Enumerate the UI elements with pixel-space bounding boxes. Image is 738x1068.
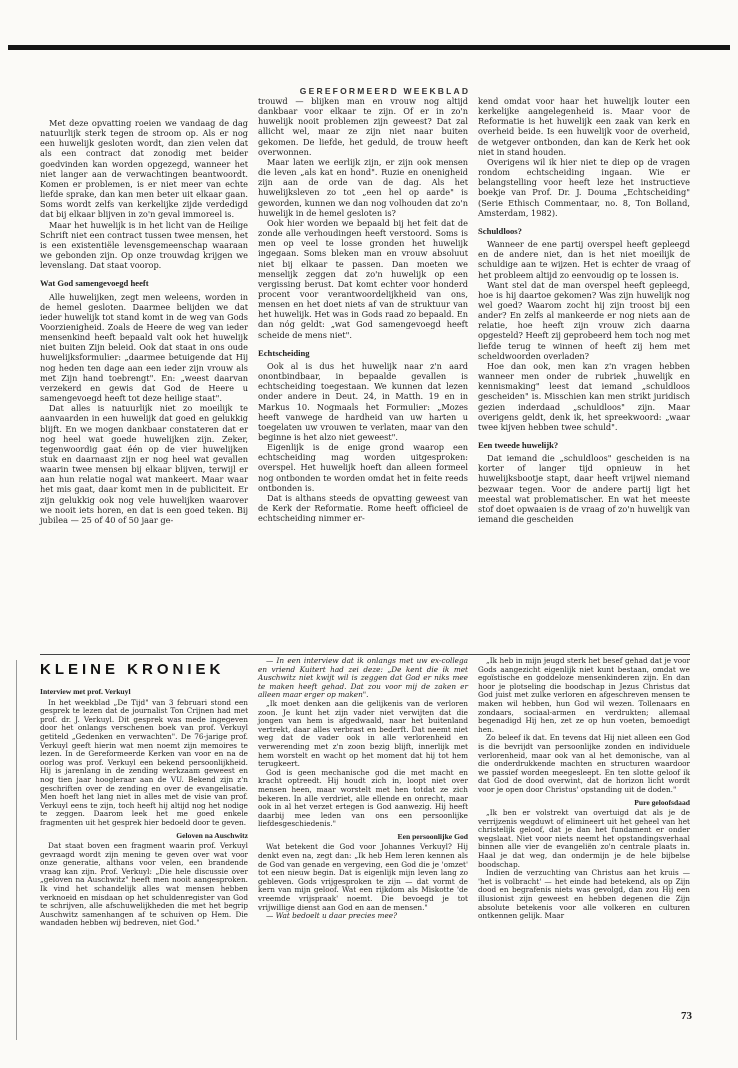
paragraph: „Ik ben er volstrekt van overtuigd dat als je de verrijzenis wegduwt of elimineert uit het geheel van het christelijk geloof, dat je dan het fundament er onder wegslaat. Niet voor niets neemt het opstandingsverhaal binnen alle vier de evangeliën zo'n centrale plaats in. Haal je dat weg, dan ondermijn je de hele bijbelse boodschap. <box>478 808 690 869</box>
paragraph: Met deze opvatting roeien we vandaag de dag natuurlijk sterk tegen de stroom op. Als er nog een huwelijk gesloten wordt, dan zien velen dat als een contract dat zonodig met beider goedvinden kan worden opgezegd, wanneer het niet langer aan de verwachtingen beantwoordt. Komen er problemen, is er niet meer van echte liefde sprake, dan kan men beter uit elkaar gaan. Soms wordt zelfs van kerkelijke zijde verdedigd dat bij elkaar blijven in zo'n geval immoreel is. <box>40 118 248 220</box>
paragraph: „Ik moet denken aan die gelijkenis van de verloren zoon. Je kunt het zijn vader niet verwijten dat die jongen van hem is afgedwaald, naar het buitenland vertrekt, daar alles verbrast en bederft. Dat neemt niet weg dat de vader ook in alle verlorenheid en verwerending met z'n zoon bezig blijft, innerlijk met hem worstelt en wacht op het moment dat hij tot hem terugkeert. <box>258 698 468 769</box>
section-heading: Wat God samengevoegd heeft <box>40 278 149 289</box>
paragraph: Hoe dan ook, men kan z'n vragen hebben wanneer men onder de rubriek „huwelijk en kennismaking" leest dat iemand „schuldloos gescheiden" is. Misschien kan men strikt juridisch gezien inderdaad „schuldloos" zijn. Maar overigens geldt, denk ik, het spreekwoord: „waar twee kijven hebben twee schuld". <box>478 360 690 432</box>
paragraph: Overigens wil ik hier niet te diep op de vragen rondom echtscheiding ingaan. Wie er belangstelling voor heeft leze het instructieve boekje van Prof. Dr. J. Douma „Echtscheiding" (Serie Ethisch Commentaar, no. 8, Ton Bolland, Amsterdam, 1982). <box>478 156 690 218</box>
kroniek-heading: Een persoonlijke God <box>397 831 468 841</box>
paragraph: trouwd — blijken man en vrouw nog altijd dankbaar voor elkaar te zijn. Of er in zo'n huwelijk nooit problemen zijn geweest? Dat zal allicht wel, maar ze zijn niet naar buiten gekomen. De liefde, het geduld, de trouw heeft overwonnen. <box>258 96 468 157</box>
kroniek-heading: Geloven na Auschwitz <box>176 830 248 840</box>
paragraph: Dat staat boven een fragment waarin prof. Verkuyl gevraagd wordt zijn mening te geven over wat voor onze generatie, althans voor velen, een brandende vraag kan zijn. Prof. Verkuyl: „Die hele discussie over „geloven na Auschwitz" heeft men nooit aangesproken. Ik vind het schandelijk alles wat mensen hebben verknoeid en misdaan op het schuldenregister van God te schrijven, alle afschuwelijkheden die met het begrip Auschwitz samenhangen af te schuiven op Hem. Die wandaden hebben wij bedreven, niet God." <box>40 841 248 928</box>
paragraph: kend omdat voor haar het huwelijk louter een kerkelijke aangelegenheid is. Maar voor de Reformatie is het huwelijk een zaak van kerk en overheid beide. Is een huwelijk voor de overheid, de wetgever ontbonden, dan kan de Kerk het ook niet in stand houden. <box>478 96 690 157</box>
section-heading: Schuldloos? <box>478 225 522 236</box>
page-number: 73 <box>681 1010 692 1022</box>
section-divider <box>40 654 690 655</box>
kroniek-column-1 <box>40 684 248 928</box>
paragraph: Wat betekent die God voor Johannes Verkuyl? Hij denkt even na, zegt dan: „Ik heb Hem leren kennen als de God van genade en vergeving, een God die je 'omzet' tot een nieuw begin. Dat is eigenlijk mijn leven lang zo gebleven. Gods vrijgesproken te zijn — dat vormt de kern van mijn geloof. Wat een rijkdom als Miskotte 'de vreemde vrijspraak' noemt. Die bevoegd je tot vrijwillige dienst aan God en aan de mensen." <box>258 842 468 912</box>
kroniek-heading: Interview met prof. Verkuyl <box>40 687 131 696</box>
paragraph: Eigenlijk is de enige grond waarop een echtscheiding mag worden uitgesproken: overspel. Het huwelijk hoeft dan alleen formeel nog ontbonden te worden omdat het in feite reeds ontbonden is. <box>258 442 468 493</box>
paragraph: Ook al is dus het huwelijk naar z'n aard onontbindbaar, in bepaalde gevallen is echtscheiding toegestaan. We kunnen dat lezen onder andere in Deut. 24, in Matth. 19 en in Markus 10. Nogmaals het Formulier: „Mozes heeft vanwege de hardheid van uw harten u toegelaten uw vrouwen te verlaten, maar van den beginne is het alzo niet geweest". <box>258 360 468 442</box>
paragraph: Ook hier worden we bepaald bij het feit dat de zonde alle verhoudingen heeft verstoord. Soms is men op veel te losse gronden het huwelijk ingegaan. Soms bleken man en vrouw absoluut niet bij elkaar te passen. Dan moeten we menselijk zeggen dat zo'n huwelijk op een vergissing berust. Dat komt echter voor honderd procent voor verantwoordelijkheid van ons, mensen en het doet niets af van de struktuur van het huwelijk. Het was in Gods raad zo bepaald. En dan nóg geldt: „wat God samengevoegd heeft scheide de mens niet". <box>258 217 468 340</box>
kroniek-heading: Pure geloofsdaad <box>634 797 690 807</box>
paragraph: God is geen mechanische god die met macht en kracht optreedt. Hij houdt zich in, loopt niet over mensen heen, maar worstelt met hen totdat ze zich bekeren. In alle verdriet, alle ellende en onrecht, maar ook in al het verzet ertegen is God aanwezig. Hij heeft daarbij mee leden van ons een persoonlijke liefdesgeschiedenis." <box>258 767 468 829</box>
kroniek-title: KLEINE KRONIEK <box>40 661 225 678</box>
margin-line <box>16 660 17 1040</box>
magazine-title: GEREFORMEERD WEEKBLAD <box>299 86 471 96</box>
paragraph: Dat iemand die „schuldloos" gescheiden is na korter of langer tijd opnieuw in het huwelijksbootje stapt, daar heeft vrijwel niemand bezwaar tegen. Voor de andere partij ligt het meestal wat problematischer. En wat het meeste stof doet opwaaien is de vraag of zo'n huwelijk van iemand die gescheiden <box>478 453 690 525</box>
paragraph: Indien de verzuchting van Christus aan het kruis — 'het is volbracht' — het einde had betekend, als op Zijn dood en begrafenis niets was gevolgd, dan zou Hij een illusionist zijn geweest en hebben degenen die Zijn absolute betekenis voor alle volkeren en culturen ontkennen gelijk. Maar <box>478 868 690 921</box>
paragraph: „Ik heb in mijn jeugd sterk het besef gehad dat je voor Gods aangezicht eigenlijk niet kunt bestaan, omdat we egoïstische en goddeloze mensenkinderen zijn. En dan hoor je plotseling die boodschap in Jezus Christus dat God juist met zulke verloren en afgeschreven mensen te maken wil hebben, hun God wil wezen. Tollenaars en zondaars, sociaal-armen en verdrukten; allemaal begenadigd Hij hen, zet ze op hun voeten, bemoedigt hen. <box>478 656 690 734</box>
paragraph: Dat is althans steeds de opvatting geweest van de Kerk der Reformatie. Rome heeft officieel de echtscheiding nimmer er- <box>258 492 468 524</box>
article-column-1 <box>40 118 248 525</box>
paragraph: Alle huwelijken, zegt men weleens, worden in de hemel gesloten. Daarmee belijden we dat ieder huwelijk tot stand komt in de weg van Gods Voorzienigheid. Zoals de Heere de weg van ieder mensenkind heeft bepaald valt ook het huwelijk niet buiten Zijn beleid. Ook dat staat in ons oude huwelijksformulier: „daarmee betuigende dat Hij nog heden ten dage aan een ieder zijn vrouw als met Zijn hand toebrengt". En: „weest daarvan verzekerd en gewis dat God de Heere u samengevoegd heeft tot deze heilige staat". <box>40 291 248 404</box>
kroniek-column-3 <box>478 657 690 921</box>
paragraph: Dat alles is natuurlijk niet zo moeilijk te aanvaarden in een huwelijk dat goed en gelukkig blijft. En we mogen dankbaar constateren dat er nog heel wat goede huwelijken zijn. Zeker, tegenwoordig gaat één op de vier huwelijken stuk en daarnaast zijn er nog heel wat gevallen waarin twee mensen bij elkaar blijven, terwijl er aan hun relatie nogal wat mankeert. Maar waar het mis gaat, daar komt men in de publiciteit. Er zijn gelukkig ook nog vele huwelijken waarover we nooit iets horen, en dat is een goed teken. Bij jubilea — 25 of 40 of 50 jaar ge- <box>40 403 248 525</box>
paragraph: Want stel dat de man overspel heeft gepleegd, hoe is hij daartoe gekomen? Was zijn huwelijk nog wel goed? Waarom zocht hij zijn troost bij een ander? En zelfs al mankeerde er nog niets aan de relatie, hoe heeft zijn vrouw zich daarna opgesteld? Heeft zij geprobeerd hem toch nog met liefde terug te winnen of heeft zij hem met scheldwoorden overladen? <box>478 279 690 361</box>
article-column-2 <box>258 96 468 523</box>
paragraph: — In een interview dat ik onlangs met uw ex-collega en vriend Kuitert had zei deze: „De kent die ik met Auschwitz niet kwijt wil is zeggen dat God er niks mee te maken heeft gehad. Dat zou voor mij de zaken er alleen maar erger op maken". <box>258 656 468 700</box>
section-heading: Echtscheiding <box>258 347 310 358</box>
article-column-3 <box>478 96 690 524</box>
paragraph: Zo beleef ik dat. En tevens dat Hij niet alleen een God is die bevrijdt van persoonlijke zonden en individuele verlorenheid, maar ook van al het demonische, van al die onderdrukkende machten en structuren waardoor we passief worden meegesleept. En ten slotte geloof ik dat God de dood overwint, dat de horizon licht wordt voor je open door Christus' opstanding uit de doden." <box>478 733 690 794</box>
paragraph: In het weekblad „De Tijd" van 3 februari stond een gesprek te lezen dat de journalist Ton Crijnen had met prof. dr. J. Verkuyl. Dit gesprek was mede ingegeven door het onlangs verschenen boek van prof. Verkuyl getiteld „Gedenken en verwachten". De 76-jarige prof. Verkuyl geeft hierin wat men noemt zijn memoires te lezen. In de Gereformeerde Kerken van voor en na de oorlog was prof. Verkuyl een bekend persoonlijkheid. Hij is jarenlang in de zending werkzaam geweest en nog tien jaar hoogleraar aan de VU. Bekend zijn z'n geschriften over de zending en over de evangelisatie. Men hoeft het lang niet in alles met de visie van prof. Verkuyl eens te zijn, toch heeft hij altijd nog het nodige te zeggen. Daarom leek het me goed enkele fragmenten uit het gesprek hier bedoeld door te geven. <box>40 697 248 827</box>
section-heading: Een tweede huwelijk? <box>478 440 559 450</box>
paragraph: Wanneer de ene partij overspel heeft gepleegd en de andere niet, dan is het niet moeilijk de schuldige aan te wijzen. Het is echter de vraag of het probleem altijd zo eenvoudig op te lossen is. <box>478 239 690 280</box>
paragraph: Maar het huwelijk is in het licht van de Heilige Schrift niet een contract tussen twee mensen, het is een existentiële levensgemeenschap waaraan we gebonden zijn. Op onze trouwdag krijgen we levenslang. Dat staat voorop. <box>40 219 248 271</box>
paragraph: Maar laten we eerlijk zijn, er zijn ook mensen die leven „als kat en hond". Ruzie en onenigheid zijn aan de orde van de dag. Als het huwelijksleven zo tot „een hel op aarde" is geworden, kunnen we dan nog volhouden dat zo'n huwelijk in de hemel gesloten is? <box>258 156 468 218</box>
kroniek-column-2 <box>258 657 468 921</box>
top-rule <box>8 45 730 50</box>
paragraph: — Wat bedoelt u daar precies mee? <box>266 911 397 921</box>
